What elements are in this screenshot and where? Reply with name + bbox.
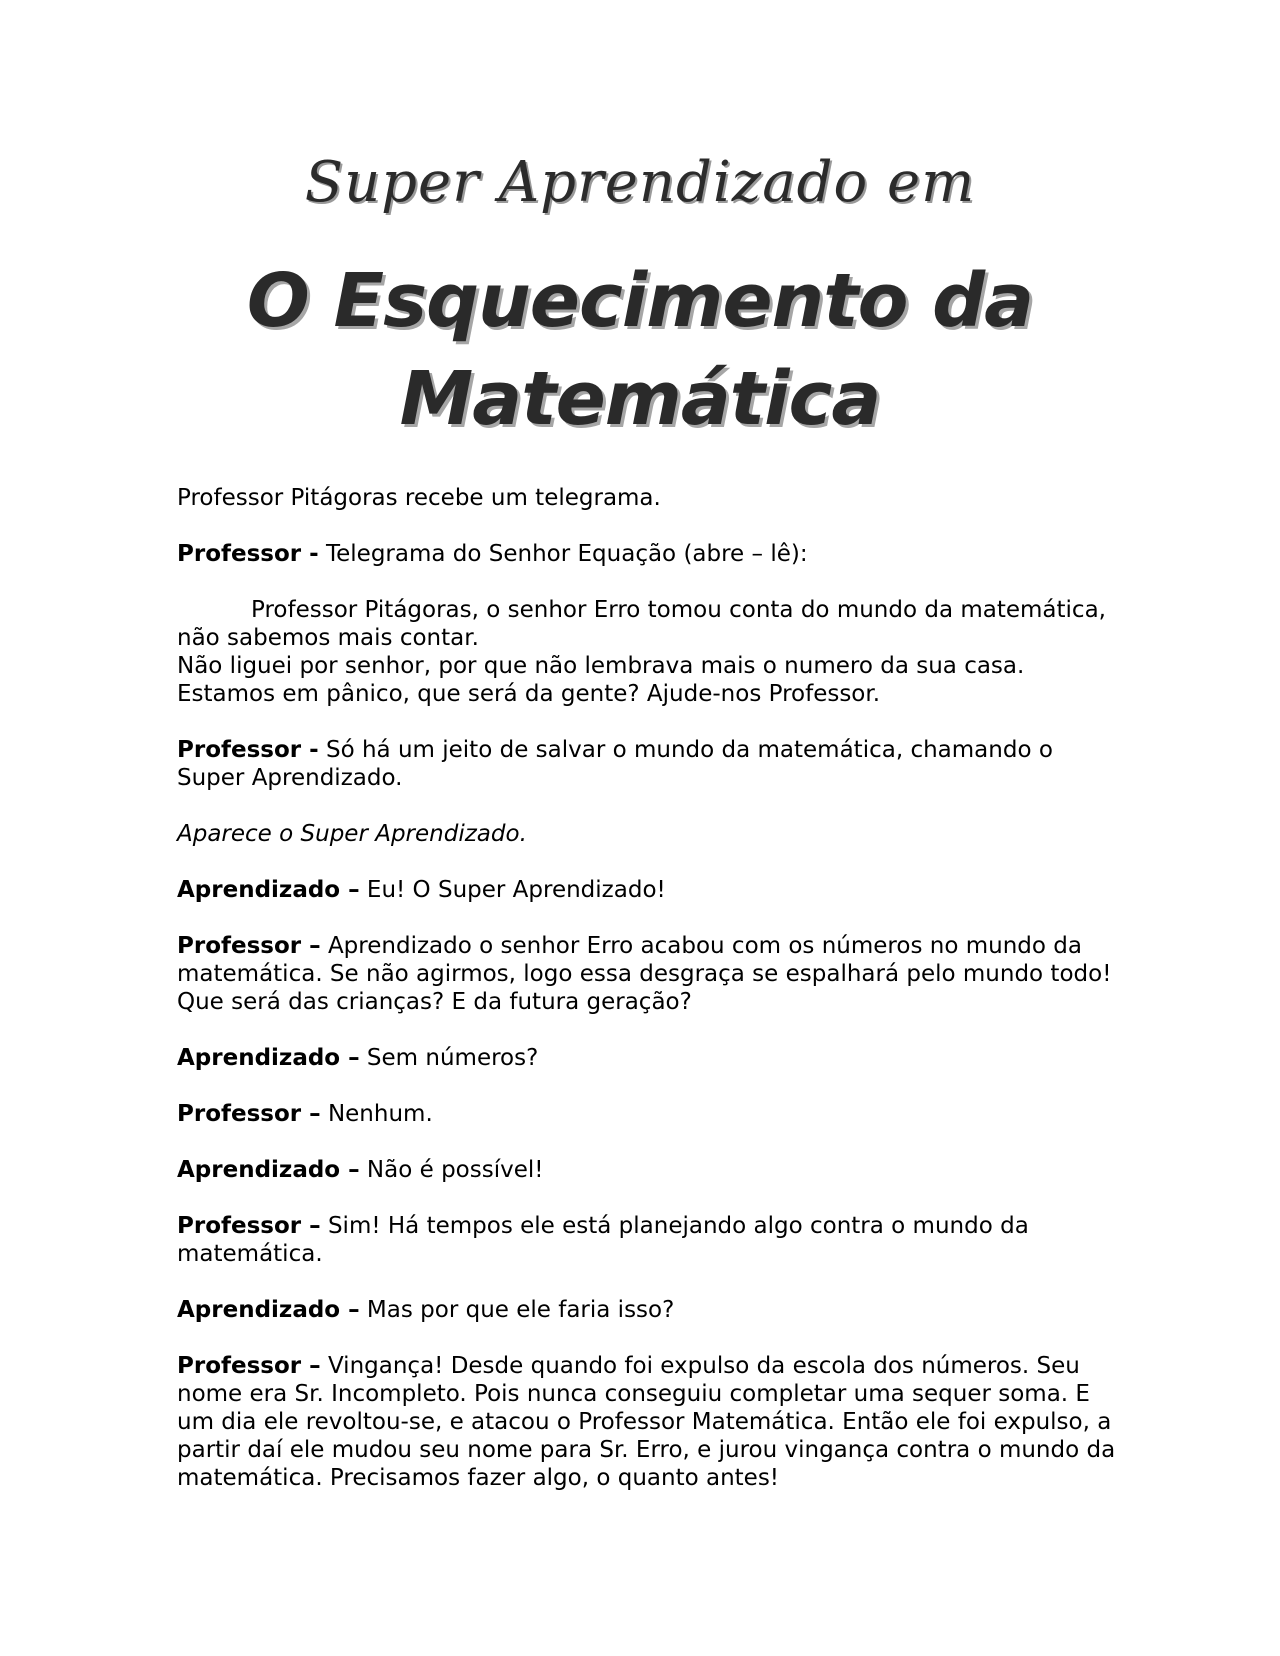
speaker-label: Professor - — [177, 737, 319, 763]
speaker-label: Professor – — [177, 1353, 321, 1379]
speaker-label: Aprendizado – — [177, 877, 360, 903]
speaker-label: Professor – — [177, 1101, 321, 1127]
stage-direction: Aparece o Super Aprendizado. — [177, 821, 527, 847]
intro-line: Professor Pitágoras recebe um telegrama. — [177, 485, 661, 511]
script-body — [177, 484, 1117, 1520]
dialogue-line — [177, 736, 1117, 792]
speaker-label: Aprendizado – — [177, 1157, 360, 1183]
speaker-label: Professor – — [177, 1213, 321, 1239]
speaker-label: Professor - — [177, 541, 319, 567]
speaker-label: Aprendizado – — [177, 1045, 360, 1071]
title-subtitle: Super Aprendizado em — [304, 150, 976, 215]
telegram-line: Professor Pitágoras, o senhor Erro tomou conta do mundo da matemática, não sabemos mais contar. — [177, 597, 1106, 651]
dialogue-text: Mas por que ele faria isso? — [359, 1297, 675, 1323]
dialogue-line — [177, 1212, 1117, 1268]
dialogue-text: Não é possível! — [359, 1157, 544, 1183]
dialogue-line — [177, 1296, 1117, 1324]
telegram-line: Não liguei por senhor, por que não lembrava mais o numero da sua casa. — [177, 653, 1025, 679]
dialogue-line — [177, 1044, 1117, 1072]
dialogue-line — [177, 1156, 1117, 1184]
dialogue-line — [177, 932, 1117, 1016]
telegram-line: Estamos em pânico, que será da gente? Ajude-nos Professor. — [177, 681, 881, 707]
dialogue-text: Vingança! Desde quando foi expulso da escola dos números. Seu nome era Sr. Incompleto. Pois nunca conseguiu completar uma sequer soma. E um dia ele revoltou-se, e atacou o Professor Matemática. Então ele foi expulso, a partir daí ele mudou seu nome para Sr. Erro, e jurou vingança contra o mundo da matemática. Precisamos fazer algo, o quanto antes! — [177, 1353, 1116, 1491]
dialogue-line — [177, 1352, 1117, 1492]
dialogue-text: Só há um jeito de salvar o mundo da matemática, chamando o Super Aprendizado. — [177, 737, 1053, 791]
speaker-label: Professor – — [177, 933, 321, 959]
title-line-2: Matemática — [399, 356, 881, 442]
dialogue-text: Sim! Há tempos ele está planejando algo contra o mundo da matemática. — [177, 1213, 1029, 1267]
dialogue-line — [177, 876, 1117, 904]
dialogue-text: Eu! O Super Aprendizado! — [359, 877, 666, 903]
title-line-1: O Esquecimento da — [246, 258, 1034, 344]
speaker-label: Aprendizado – — [177, 1297, 360, 1323]
dialogue-text: Aprendizado o senhor Erro acabou com os números no mundo da matemática. Se não agirmos, logo essa desgraça se espalhará pelo mundo todo! Que será das crianças? E da futura geração? — [177, 933, 1112, 1015]
dialogue-line — [177, 540, 1117, 568]
dialogue-line — [177, 1100, 1117, 1128]
dialogue-text: Sem números? — [359, 1045, 539, 1071]
dialogue-text: Telegrama do Senhor Equação (abre – lê): — [318, 541, 808, 567]
dialogue-text: Nenhum. — [320, 1101, 433, 1127]
